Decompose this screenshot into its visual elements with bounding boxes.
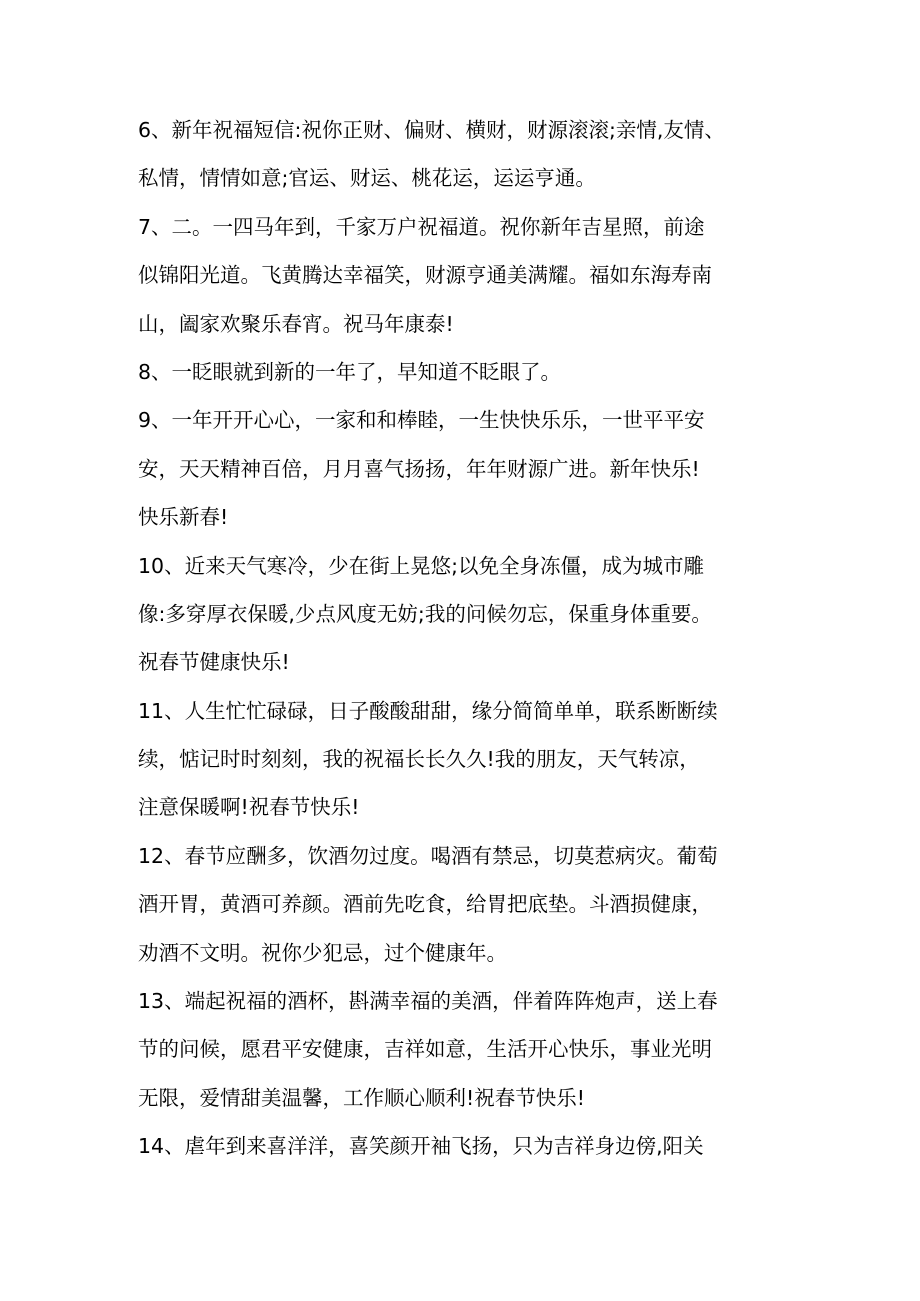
text-line: 7、二。一四马年到，千家万户祝福道。祝你新年吉星照，前途 <box>138 214 705 239</box>
document-body <box>138 108 818 1173</box>
text-line: 劝酒不文明。祝你少犯忌，过个健康年。 <box>138 940 507 965</box>
text-line: 祝春节健康快乐! <box>138 650 290 675</box>
text-line: 9、一年开开心心，一家和和棒睦，一生快快乐乐，一世平平安 <box>138 408 705 433</box>
text-line: 14、虐年到来喜洋洋，喜笑颜开袖飞扬，只为吉祥身边傍,阳关 <box>138 1134 704 1159</box>
text-line: 10、近来天气寒冷，少在街上晃悠;以免全身冻僵，成为城市雕 <box>138 553 704 578</box>
text-line: 续，惦记时时刻刻，我的祝福长长久久!我的朋友，天气转凉， <box>138 747 700 772</box>
text-line: 6、新年祝福短信:祝你正财、偏财、横财，财源滚滚;亲情,友情、 <box>138 118 725 142</box>
text-line: 快乐新春! <box>138 505 229 530</box>
text-line: 私情，情情如意;官运、财运、桃花运，运运亨通。 <box>138 166 596 191</box>
text-line: 注意保暖啊!祝春节快乐! <box>138 795 360 820</box>
text-line: 节的问候，愿君平安健康，吉祥如意，生活开心快乐，事业光明 <box>138 1037 712 1062</box>
text-line: 无限，爱情甜美温馨，工作顺心顺利!祝春节快乐! <box>138 1085 585 1110</box>
text-line: 安，天天精神百倍，月月喜气扬扬，年年财源广进。新年快乐! <box>138 456 700 481</box>
text-line: 山，阖家欢聚乐春宵。祝马年康泰! <box>138 311 454 336</box>
text-line: 酒开胃，黄酒可养颜。酒前先吃食，给胃把底垫。斗酒损健康， <box>138 892 712 917</box>
text-line: 11、人生忙忙碌碌，日子酸酸甜甜，缘分简简单单，联系断断续 <box>138 698 718 723</box>
text-line: 8、一眨眼就到新的一年了，早知道不眨眼了。 <box>138 359 562 384</box>
text-line: 12、春节应酬多，饮酒勿过度。喝酒有禁忌，切莫惹病灾。葡萄 <box>138 843 718 868</box>
text-line: 13、端起祝福的酒杯，斟满幸福的美酒，伴着阵阵炮声，送上春 <box>138 989 718 1014</box>
text-line: 像:多穿厚衣保暖,少点风度无妨;我的问候勿忘，保重身体重要。 <box>138 601 712 626</box>
text-line: 似锦阳光道。飞黄腾达幸福笑，财源亨通美满耀。福如东海寿南 <box>138 263 712 288</box>
